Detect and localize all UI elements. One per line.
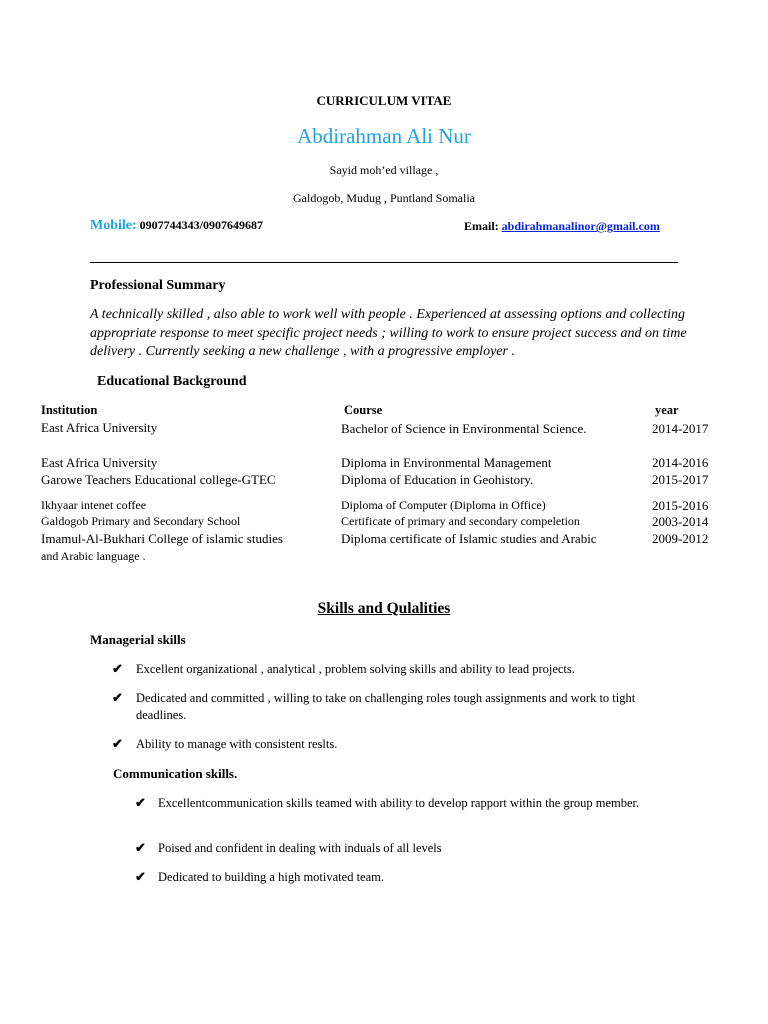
checkmark-icon: ✔ [112,690,123,705]
column-header-institution: Institution [41,403,98,417]
column-header-year: year [655,403,679,417]
table-cell-course: Bachelor of Science in Environmental Science. [341,421,587,436]
column-header-course: Course [344,403,383,417]
table-cell-institution: Ikhyaar intenet coffee [41,498,147,512]
skills-heading: Skills and Qulalities [317,600,451,617]
table-cell-institution: Imamul-Al-Bukhari College of islamic studies [41,531,283,546]
table-cell-institution: Garowe Teachers Educational college-GTEC [41,472,276,487]
mobile-label: Mobile: [90,218,137,233]
document-title: CURRICULUM VITAE [316,93,452,108]
list-item: Excellentcommunication skills teamed with ability to develop rapport within the group member. [158,796,640,810]
table-cell-year: 2015-2016 [652,498,709,513]
checkmark-icon: ✔ [135,840,146,855]
list-item: Excellent organizational , analytical , problem solving skills and ability to lead projects. [136,662,575,676]
table-cell-institution: East Africa University [41,455,158,470]
table-cell-course: Diploma in Environmental Management [341,455,552,470]
table-cell-institution-continued: and Arabic language . [41,549,146,563]
email-link[interactable]: abdirahmanalinor@gmail.com [501,219,660,233]
checkmark-icon: ✔ [112,661,123,676]
header-divider [90,262,678,263]
address-line-1: Sayid moh’ed village , [329,163,439,177]
address-line-2: Galdogob, Mudug , Puntland Somalia [293,191,475,205]
list-item: Ability to manage with consistent reslts. [136,737,338,751]
list-item: Dedicated and committed , willing to take on challenging roles tough assignments and work to tight deadlines. [136,691,636,722]
communication-skills-heading: Communication skills. [113,766,238,781]
managerial-skills-heading: Managerial skills [90,632,186,647]
mobile-contact [90,218,263,234]
table-cell-year: 2015-2017 [652,472,709,487]
table-cell-year: 2014-2016 [652,455,709,470]
email-contact [464,219,660,234]
summary-text: A technically skilled , also able to work well with people . Experienced at assessing options and collecting appropriate response to meet specific project needs ; willing to work to ensure project success and on time delivery . Currently seeking a new challenge , with a progressive employer . [90,307,687,359]
education-heading: Educational Background [97,374,247,389]
email-label: Email: [464,219,499,233]
candidate-name: Abdirahman Ali Nur [297,124,471,148]
table-cell-course: Certificate of primary and secondary compeletion [341,514,580,528]
summary-heading: Professional Summary [90,278,226,293]
table-cell-institution: East Africa University [41,420,158,435]
table-cell-institution: Galdogob Primary and Secondary School [41,514,241,528]
table-cell-course: Diploma certificate of Islamic studies and Arabic [341,531,597,546]
list-item: Dedicated to building a high motivated team. [158,870,384,884]
mobile-value: 0907744343/0907649687 [139,218,263,232]
table-cell-year: 2014-2017 [652,421,709,436]
table-cell-year: 2009-2012 [652,531,709,546]
table-cell-course: Diploma of Computer (Diploma in Office) [341,498,546,512]
checkmark-icon: ✔ [135,869,146,884]
table-cell-year: 2003-2014 [652,514,709,529]
table-cell-course: Diploma of Education in Geohistory. [341,472,534,487]
checkmark-icon: ✔ [112,736,123,751]
checkmark-icon: ✔ [135,795,146,810]
list-item: Poised and confident in dealing with induals of all levels [158,841,442,855]
